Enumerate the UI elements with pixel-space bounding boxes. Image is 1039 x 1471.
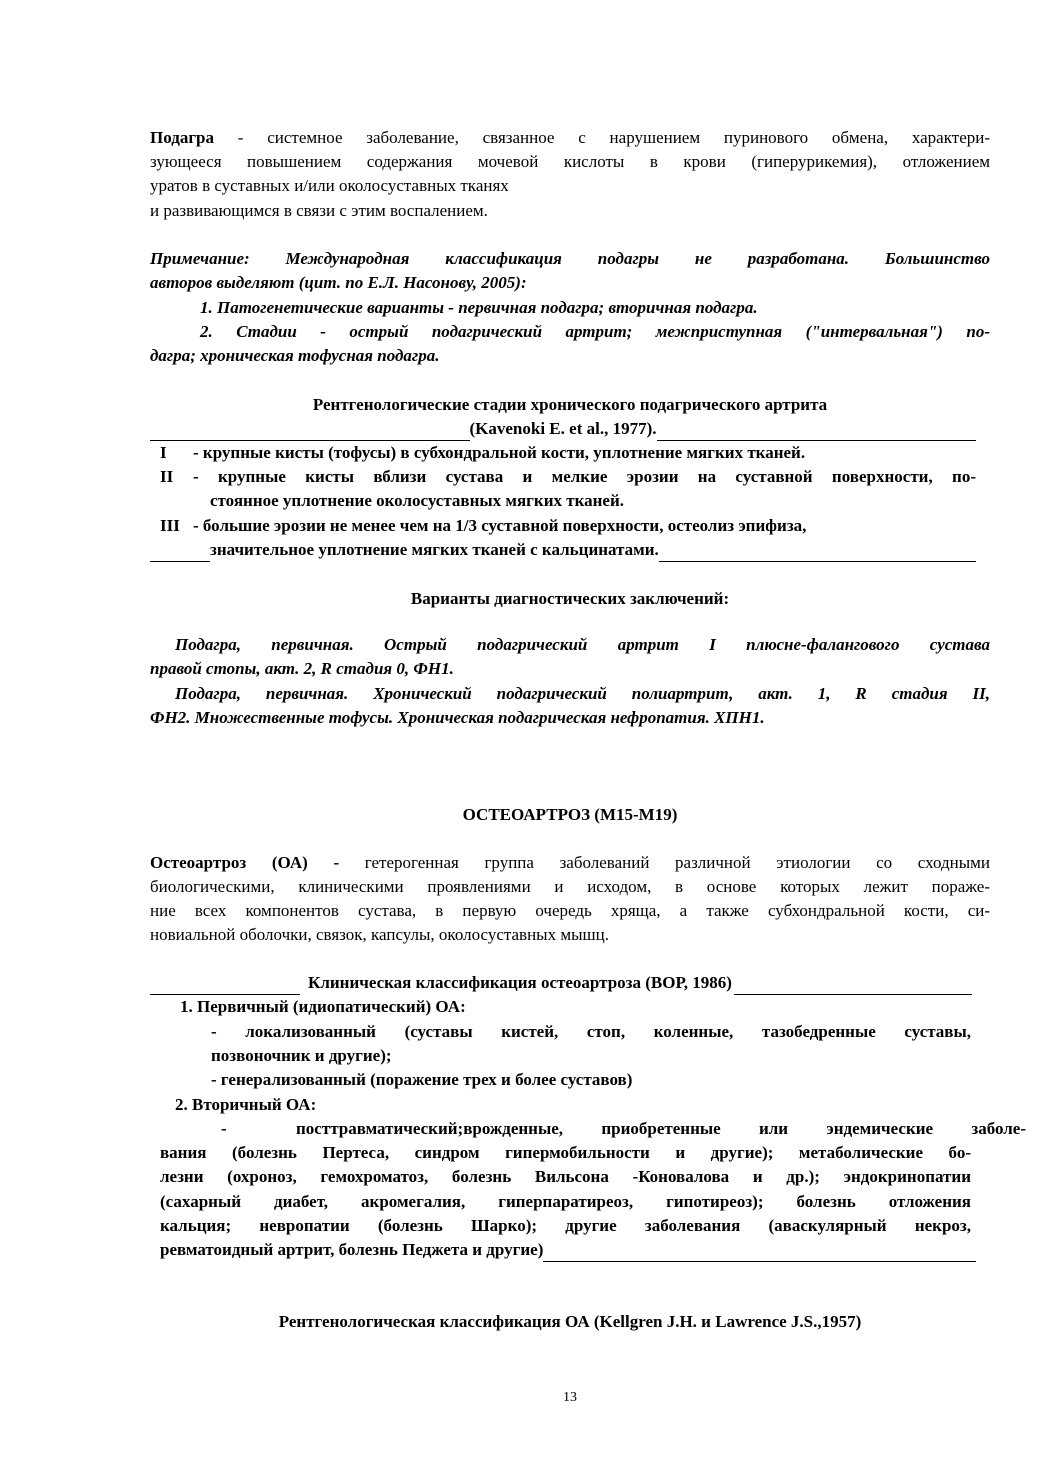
- diagnosis-1-line-1: Подагра, первичная. Острый подагрический артрит I плюсне-фалангового сустава: [175, 635, 990, 654]
- underline-rule: [657, 424, 977, 441]
- podagra-definition-line-3: уратов в суставных и/или околосуставных тканях: [150, 176, 509, 195]
- clin-class-secondary-line-3: лезни (охроноз, гемохроматоз, болезнь Вильсона -Коновалова и др.); эндокринопатии: [160, 1167, 971, 1186]
- clin-class-secondary-dash: -: [221, 1119, 227, 1138]
- podagra-definition-line-2: зующееся повышением содержания мочевой кислоты в крови (гиперурикемия), отложением: [150, 152, 990, 171]
- clin-class-title: Клиническая классификация остеоартроза (ВОР, 1986): [308, 973, 732, 992]
- stage-iii-text-line-1: - большие эрозии не менее чем на 1/3 суставной поверхности, остеолиз эпифиза,: [193, 516, 807, 535]
- podagra-term: Подагра: [150, 128, 215, 147]
- stage-ii-text-line-1: - крупные кисты вблизи сустава и мелкие эрозии на суставной поверхности, по-: [193, 467, 976, 486]
- note-line-2: авторов выделяют (цит. по Е.Л. Насонову, 2005):: [150, 273, 527, 292]
- page-number: 13: [563, 1390, 577, 1405]
- clin-class-secondary-line-4: (сахарный диабет, акромегалия, гиперпаратиреоз, гипотиреоз); болезнь отложения: [160, 1192, 971, 1211]
- clin-class-secondary: 2. Вторичный ОА:: [175, 1095, 317, 1114]
- underline-rule: [734, 978, 972, 995]
- oa-definition-line-4: новиальной оболочки, связок, капсулы, околосуставных мышц.: [150, 925, 609, 944]
- underline-rule: [150, 978, 300, 995]
- stage-iii-text-line-2: значительное уплотнение мягких тканей с кальцинатами.: [210, 540, 659, 559]
- note-item-2-line-1: 2. Стадии - острый подагрический артрит; межприступная ("интервальная") по-: [200, 322, 990, 341]
- clin-class-secondary-line-6-row: [160, 1238, 976, 1262]
- stage-i-number: I: [160, 443, 167, 462]
- note-line-1: Примечание: Международная классификация подагры не разработана. Большинство: [150, 249, 990, 268]
- oa-definition-line-1: [150, 851, 990, 875]
- clin-class-title-row: [150, 971, 972, 995]
- oa-def-text: гетерогенная группа заболеваний различной этиологии со сходными: [339, 853, 990, 872]
- note-item-1: 1. Патогенетические варианты - первичная подагра; вторичная подагра.: [200, 298, 758, 317]
- clin-class-secondary-line-2: вания (болезнь Пертеса, синдром гипермобильности и другие); метаболические бо-: [160, 1143, 971, 1162]
- xray-stages-title: Рентгенологические стадии хронического подагрического артрита: [312, 395, 828, 414]
- underline-rule: [659, 545, 976, 562]
- oa-term: Остеоартроз (ОА) -: [150, 853, 340, 872]
- stage-iii-text-line-2-row: [150, 538, 976, 562]
- xray-stages-source-row: [150, 417, 976, 441]
- stage-ii-number: II: [160, 467, 174, 486]
- diagnosis-1-line-2: правой стопы, акт. 2, R стадия 0, ФН1.: [150, 659, 454, 678]
- xray-class-title: Рентгенологическая классификация ОА (Kellgren J.H. и Lawrence J.S.,1957): [278, 1312, 862, 1331]
- osteoarthrosis-heading: ОСТЕОАРТРОЗ (М15-М19): [462, 805, 678, 824]
- stage-ii-text-line-2: стоянное уплотнение околосуставных мягких тканей.: [210, 491, 625, 510]
- underline-rule: [150, 545, 210, 562]
- podagra-definition-line-4: и развивающимся в связи с этим воспалением.: [150, 201, 488, 220]
- xray-stages-source: (Kavenoki E. et al., 1977).: [469, 419, 657, 438]
- clin-class-secondary-line-6: ревматоидный артрит, болезнь Педжета и другие): [160, 1240, 544, 1259]
- clin-class-primary: 1. Первичный (идиопатический) ОА:: [180, 997, 466, 1016]
- diagnosis-2-line-1: Подагра, первичная. Хронический подагрический полиартрит, акт. 1, R стадия II,: [175, 684, 990, 703]
- stage-iii-number: III: [160, 516, 180, 535]
- clin-class-primary-localized-line-2: позвоночник и другие);: [211, 1046, 392, 1065]
- clin-class-secondary-line-1: посттравматический;врожденные, приобретенные или эндемические заболе-: [296, 1119, 1026, 1138]
- clin-class-secondary-line-5: кальция; невропатии (болезнь Шарко); другие заболевания (аваскулярный некроз,: [160, 1216, 971, 1235]
- stage-i-text: - крупные кисты (тофусы) в субхондральной кости, уплотнение мягких тканей.: [193, 443, 806, 462]
- podagra-definition-line-1: [150, 126, 990, 150]
- note-item-2-line-2: дагра; хроническая тофусная подагра.: [150, 346, 440, 365]
- oa-definition-line-2: биологическими, клиническими проявлениями и исходом, в основе которых лежит пораже-: [150, 877, 990, 896]
- underline-rule: [150, 424, 470, 441]
- diagnoses-title: Варианты диагностических заключений:: [410, 589, 730, 608]
- underline-rule: [543, 1245, 976, 1262]
- clin-class-primary-generalized: - генерализованный (поражение трех и более суставов): [211, 1070, 633, 1089]
- podagra-def-text: - системное заболевание, связанное с нарушением пуринового обмена, характери-: [214, 128, 990, 147]
- diagnosis-2-line-2: ФН2. Множественные тофусы. Хроническая подагрическая нефропатия. ХПН1.: [150, 708, 765, 727]
- oa-definition-line-3: ние всех компонентов сустава, в первую очередь хряща, а также субхондральной кости, си-: [150, 901, 990, 920]
- clin-class-primary-localized-line-1: - локализованный (суставы кистей, стоп, коленные, тазобедренные суставы,: [211, 1022, 971, 1041]
